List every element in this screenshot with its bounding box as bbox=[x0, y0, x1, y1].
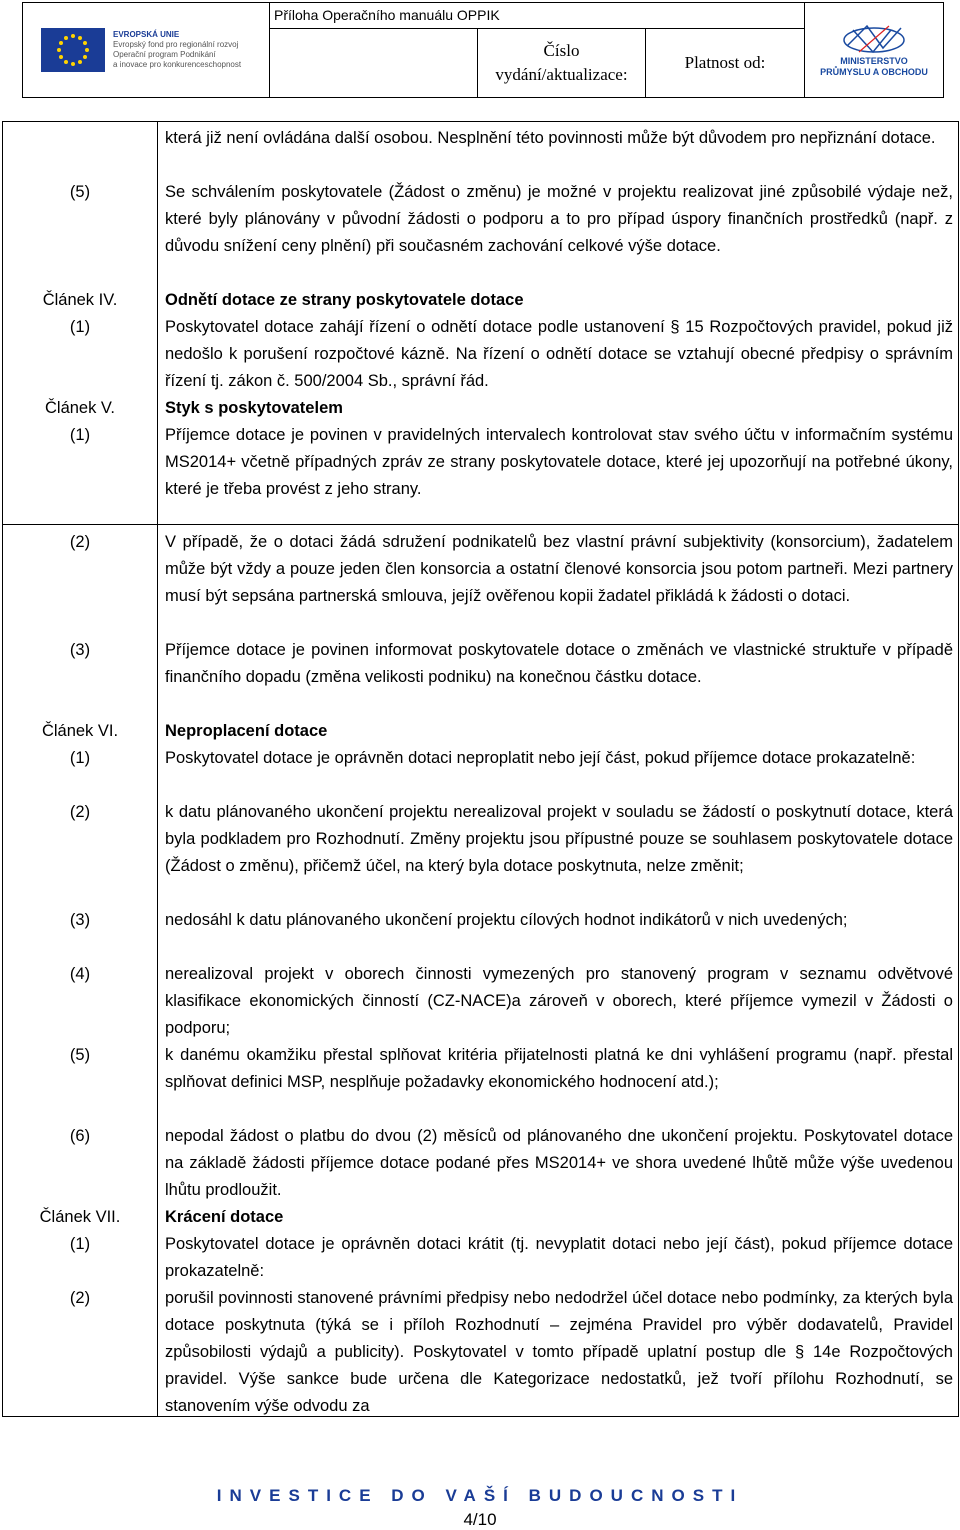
row-label: (4) bbox=[69, 965, 91, 983]
row-label: (5) bbox=[69, 1046, 91, 1064]
row-text: nepodal žádost o platbu do dvou (2) měsíců od plánovaného dne ukončení projektu. Poskytovatel dotace na základě žádosti příjemce dotace podané přes MS2014+ ve shora uvedené lhůtě může výše uvedenou lhůtu prodloužit. bbox=[165, 1127, 953, 1199]
header-info bbox=[270, 3, 805, 97]
row-label: (1) bbox=[69, 426, 91, 444]
article-table bbox=[2, 121, 959, 1417]
mpo-logo-text bbox=[820, 56, 928, 78]
row-text: Poskytovatel dotace je oprávněn dotaci krátit (tj. nevyplatit dotaci nebo její část), pokud příjemce dotace prokazatelně: bbox=[165, 1235, 953, 1280]
row-text: Příjemce dotace je povinen informovat poskytovatele dotace o změnách ve vlastnické struktuře v případě finančního dopadu (změna velikosti podniku) na konečnou částku dotace. bbox=[165, 641, 953, 686]
row-label: (1) bbox=[69, 1235, 91, 1253]
row-label: (5) bbox=[69, 183, 91, 201]
header-empty-cell bbox=[270, 29, 478, 97]
article-title: Neproplacení dotace bbox=[165, 722, 328, 740]
mpo-logo-line2: PRŮMYSLU A OBCHODU bbox=[820, 67, 928, 77]
article-number: Článek IV. bbox=[42, 291, 118, 309]
row-label: (2) bbox=[69, 533, 91, 551]
eu-logo-line1: EVROPSKÁ UNIE bbox=[113, 30, 180, 39]
row-text: nerealizoval projekt v oborech činnosti vymezených pro stanovený program v seznamu odvětvové klasifikace ekonomických činností (CZ-NACE)a zároveň v oborech, které příjemce vymezil v Žádosti o podporu; bbox=[165, 965, 953, 1037]
mpo-logo-line1: MINISTERSTVO bbox=[840, 56, 908, 66]
doc-title: Příloha Operačního manuálu OPPIK bbox=[270, 3, 804, 29]
row-text: nedosáhl k datu plánovaného ukončení projektu cílových hodnot indikátorů v nich uvedených; bbox=[165, 911, 848, 929]
row-text: k danému okamžiku přestal splňovat kritéria přijatelnosti platná ke dni vyhlášení programu (např. přestal splňovat definici MSP, nesplňuje požadavky ekonomického hodnocení atd.); bbox=[165, 1046, 953, 1091]
row-text: porušil povinnosti stanovené právními předpisy nebo nedodržel účel dotace nebo podmínky, za kterých byla dotace poskytnuta (týká se i příloh Rozhodnutí – zejména Pravidel pro výběr dodavatelů, Pravidel způsobilosti výdajů a publicity). Poskytovatel v tomto případě uplatní postup dle § 14e Rozpočtových pravidel. Výše sankce bude určena dle Kategorizace nedostatků, jež tvoří přílohu Rozhodnutí, se stanovením výše odvodu za bbox=[165, 1289, 953, 1415]
row-text: k datu plánovaného ukončení projektu nerealizoval projekt v souladu se žádostí o poskytnutí dotace, která byla podkladem pro Rozhodnutí. Změny projektu jsou přípustné pouze se souhlasem poskytovatele dotace (Žádost o změnu), přičemž účel, na který byla dotace poskytnuta, nelze změnit; bbox=[165, 803, 953, 875]
document-header bbox=[22, 2, 944, 98]
row-text: která již není ovládána další osobou. Nesplnění této povinnosti může být důvodem pro nepřiznání dotace. bbox=[165, 129, 936, 147]
eu-logo-line2: Evropský fond pro regionální rozvoj bbox=[113, 40, 239, 49]
article-number: Článek V. bbox=[44, 399, 116, 417]
row-text: Poskytovatel dotace je oprávněn dotaci neproplatit nebo její část, pokud příjemce dotace prokazatelně: bbox=[165, 749, 916, 767]
article-title: Odnětí dotace ze strany poskytovatele dotace bbox=[165, 291, 524, 309]
row-label: (2) bbox=[69, 803, 91, 821]
eu-logo bbox=[23, 3, 270, 97]
row-text: Příjemce dotace je povinen v pravidelných intervalech kontrolovat stav svého účtu v informačním systému MS2014+ včetně případných zpráv ze strany poskytovatele dotace, které jej upozorňují na potřebné úkony, které je třeba provést z jeho strany. bbox=[165, 426, 953, 498]
article-title: Styk s poskytovatelem bbox=[165, 399, 343, 417]
row-label: (6) bbox=[69, 1127, 91, 1145]
page-number: 4/10 bbox=[463, 1510, 497, 1529]
header-info-cells bbox=[270, 29, 804, 97]
version-label-line2: vydání/aktualizace: bbox=[495, 65, 628, 84]
row-label: (2) bbox=[69, 1289, 91, 1307]
article-title: Krácení dotace bbox=[165, 1208, 284, 1226]
row-separator bbox=[3, 524, 958, 525]
mpo-logo bbox=[805, 3, 943, 97]
version-label bbox=[478, 29, 646, 97]
row-label: (1) bbox=[69, 749, 91, 767]
valid-from-label: Platnost od: bbox=[684, 53, 766, 72]
row-label: (3) bbox=[69, 641, 91, 659]
column-divider bbox=[157, 122, 158, 1416]
footer-slogan: INVESTICE DO VAŠÍ BUDOUCNOSTI bbox=[216, 1486, 744, 1505]
row-text: Poskytovatel dotace zahájí řízení o odnětí dotace podle ustanovení § 15 Rozpočtových pravidel, pokud již nedošlo k porušení rozpočtové kázně. Na řízení o odnětí dotace se vztahují obecné předpisy o správním řízení tj. zákon č. 500/2004 Sb., správní řád. bbox=[165, 318, 953, 390]
eu-flag-icon bbox=[41, 28, 105, 72]
row-label: (1) bbox=[69, 318, 91, 336]
row-text: Se schválením poskytovatele (Žádost o změnu) je možné v projektu realizovat jiné způsobilé výdaje než, které byly plánovány v původní žádosti o podporu a to pro případ úspory finančních prostředků (např. z důvodu snížení ceny plnění) při současném zachování celkové výše dotace. bbox=[165, 183, 953, 255]
eu-logo-text bbox=[113, 30, 241, 70]
eu-logo-line3: Operační program Podnikání bbox=[113, 50, 216, 59]
row-text: V případě, že o dotaci žádá sdružení podnikatelů bez vlastní právní subjektivity (konsorcium), žadatelem může být vždy a pouze jeden člen konsorcia a ostatní členové konsorcia jsou potom partneři. Mezi partnery musí být sepsána partnerská smlouva, jejíž ověřenou kopii žadatel přikládá k žádosti o dotaci. bbox=[165, 533, 953, 605]
row-label: (3) bbox=[69, 911, 91, 929]
article-number: Článek VI. bbox=[41, 722, 119, 740]
mpo-emblem-icon bbox=[839, 22, 909, 56]
article-number: Článek VII. bbox=[39, 1208, 121, 1226]
eu-logo-line4: a inovace pro konkurenceschopnost bbox=[113, 60, 242, 69]
version-label-line1: Číslo bbox=[543, 41, 580, 60]
